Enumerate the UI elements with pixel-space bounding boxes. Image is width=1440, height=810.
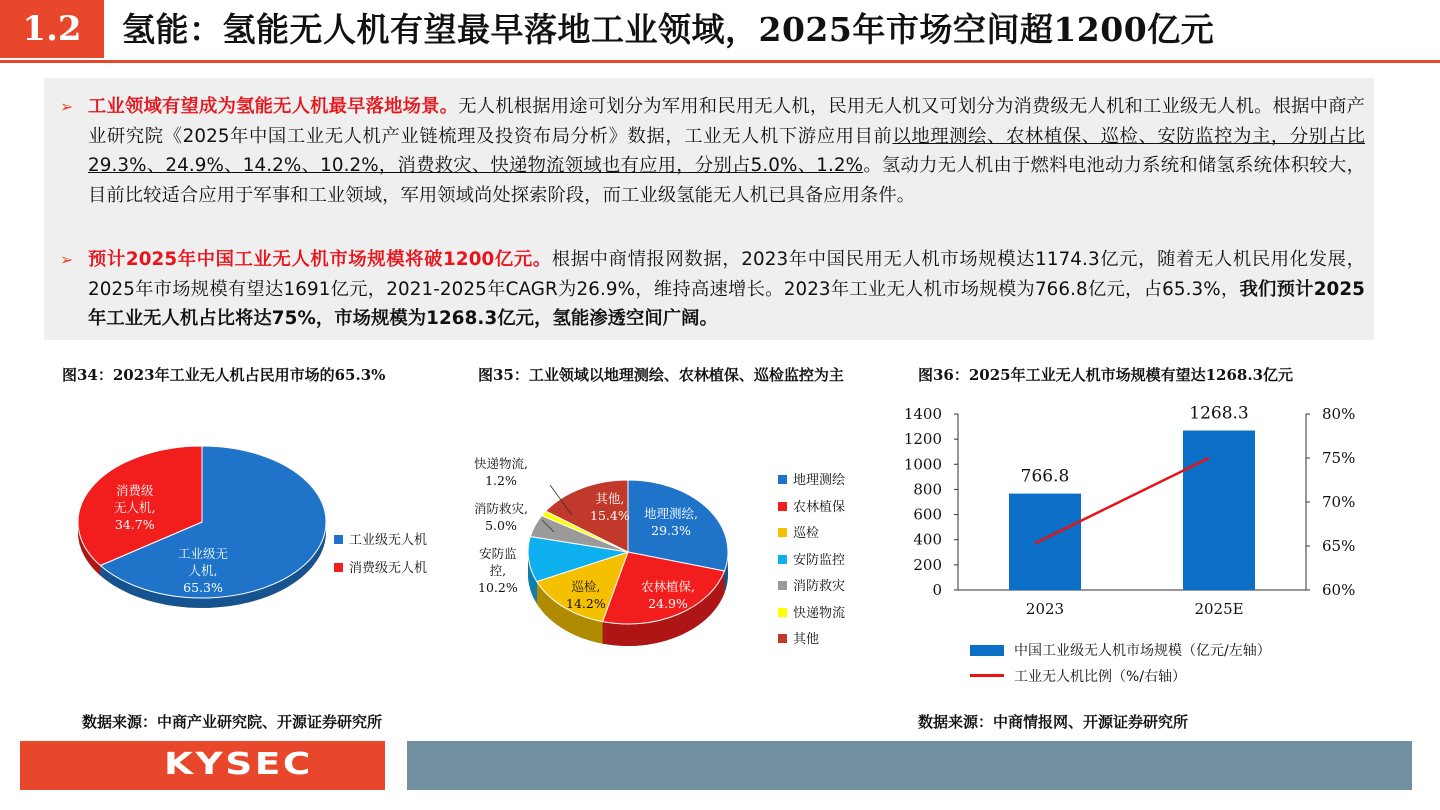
legend-swatch <box>334 563 343 572</box>
legend-item-bar <box>970 642 1271 660</box>
y-right-tick-label: 65% <box>1322 537 1356 555</box>
y-right-tick-label: 60% <box>1322 581 1356 599</box>
legend-item-security <box>778 548 845 575</box>
bullet-2 <box>60 245 1365 334</box>
legend-label: 工业无人机比例（%/右轴） <box>1014 669 1187 685</box>
legend-item-inspect <box>778 521 845 548</box>
legend-item-agri <box>778 495 845 522</box>
legend-label: 工业级无人机 <box>349 533 428 548</box>
legend-item <box>334 560 427 578</box>
legend-label: 巡检 <box>793 526 820 541</box>
y-left-tick-label: 1200 <box>903 430 942 449</box>
bullet-2-conclusion: 我们预计2025年工业无人机占比将达75%，市场规模为1268.3亿元，氢能渗透空间广阔。 <box>88 278 1365 329</box>
legend-item-other <box>778 627 845 654</box>
pie35-label-express: 快递物流, 1.2% <box>474 456 528 488</box>
legend-item-survey <box>778 468 845 495</box>
bar-data-label: 1268.3 <box>1189 403 1249 424</box>
y-left-tick-label: 800 <box>913 480 942 499</box>
footer-bar <box>407 741 1412 790</box>
legend-swatch <box>778 634 787 643</box>
legend-item <box>334 532 427 550</box>
y-right-tick-label: 75% <box>1322 449 1356 467</box>
pie35-label-fire: 消防救灾, 5.0% <box>474 501 528 533</box>
legend-swatch <box>334 535 343 544</box>
fig35-title: 图35：工业领域以地理测绘、农林植保、巡检监控为主 <box>478 366 844 384</box>
source-right: 数据来源：中商情报网、开源证券研究所 <box>918 713 1189 731</box>
legend-swatch <box>778 502 787 511</box>
logo-text: KYSEC <box>164 747 313 782</box>
y-left-tick-label: 600 <box>913 505 942 524</box>
header-divider <box>0 60 1440 63</box>
pie35-label-other: 其他, 15.4% <box>590 491 630 523</box>
arrow-bullet-icon: ➢ <box>60 97 74 116</box>
bullet-1-body: 无人机根据用途可划分为军用和民用无人机，民用无人机又可划分为消费级无人机和工业级无人机。根据中商产业研究院《2025年中国工业无人机产业链梳理及投资布局分析》数据，工业无人机下游应用目前 <box>88 96 1365 147</box>
legend-label: 其他 <box>793 632 820 647</box>
pie-chart-fig35 <box>520 460 740 660</box>
legend-label: 地理测绘 <box>793 473 846 488</box>
y-left-tick-label: 0 <box>932 581 942 599</box>
footer-logo <box>20 741 385 790</box>
legend-swatch <box>778 528 787 537</box>
y-right-tick-label: 80% <box>1322 405 1356 423</box>
page-title: 氢能：氢能无人机有望最早落地工业领域，2025年市场空间超1200亿元 <box>122 10 1215 49</box>
legend-swatch <box>778 581 787 590</box>
y-left-tick-label: 1400 <box>903 405 942 423</box>
bullet-2-text <box>60 245 1365 334</box>
legend-label: 快递物流 <box>793 605 846 621</box>
bullet-1-heading: 工业领域有望成为氢能无人机最早落地场景。 <box>88 96 459 117</box>
legend-fig35 <box>778 468 845 654</box>
section-number: 1.2 <box>0 0 104 58</box>
pie34-label-consumer: 消费级 无人机, 34.7% <box>114 483 156 532</box>
y-left-tick-label: 1000 <box>903 455 942 474</box>
bullet-2-heading: 预计2025年中国工业无人机市场规模将破1200亿元。 <box>88 249 552 270</box>
fig34-title: 图34：2023年工业无人机占民用市场的65.3% <box>62 366 386 384</box>
bar-line-chart-fig36 <box>900 400 1380 630</box>
y-left-tick-label: 400 <box>913 530 942 549</box>
source-left: 数据来源：中商产业研究院、开源证券研究所 <box>82 713 383 731</box>
legend-label: 中国工业级无人机市场规模（亿元/左轴） <box>1014 643 1271 659</box>
legend-item-express <box>778 601 845 628</box>
legend-swatch <box>778 608 787 617</box>
y-right-tick-label: 70% <box>1322 493 1356 511</box>
fig36-title: 图36：2025年工业无人机市场规模有望达1268.3亿元 <box>918 366 1294 384</box>
x-tick-label: 2025E <box>1194 600 1244 618</box>
pie35-label-security: 安防监 控, 10.2% <box>478 546 518 595</box>
legend-label: 农林植保 <box>793 499 846 515</box>
legend-fig34 <box>334 532 427 578</box>
legend-label: 消防救灾 <box>793 579 846 594</box>
bullet-1-text <box>60 92 1365 210</box>
bullet-1-underlined: 以地理测绘、农林植保、巡检、安防监控为主，分别占比29.3%、24.9%、14.2%、10.2%，消费救灾、快递物流领域也有应用，分别占5.0%、1.2% <box>88 125 1365 176</box>
x-tick-label: 2023 <box>1025 600 1065 618</box>
bullet-1-body-end: 。氢动力无人机由于燃料电池动力系统和储氢系统体积较大，目前比较适合应用于军事和工业领域，军用领域尚处探索阶段，而工业级氢能无人机已具备应用条件。 <box>88 155 1365 206</box>
bar-2023 <box>1009 494 1081 590</box>
bar-2025E <box>1183 431 1255 590</box>
legend-swatch <box>778 475 787 484</box>
pie35-label-inspect: 巡检, 14.2% <box>566 579 606 611</box>
legend-swatch <box>970 674 1004 677</box>
pie34-label-industrial: 工业级无 人机, 65.3% <box>178 546 229 595</box>
legend-fig36 <box>970 642 1271 686</box>
arrow-bullet-icon: ➢ <box>60 250 74 269</box>
legend-item-fire <box>778 574 845 601</box>
bullet-2-body: 根据中商情报网数据，2023年中国民用无人机市场规模达1174.3亿元，随着无人机民用化发展，2025年市场规模有望达1691亿元，2021-2025年CAGR为26.9%，维持高速增长。2023年工业无人机市场规模为766.8亿元，占65.3%， <box>88 249 1365 300</box>
legend-label: 安防监控 <box>793 552 846 568</box>
legend-label: 消费级无人机 <box>349 561 428 576</box>
bullet-1 <box>60 92 1365 210</box>
y-left-tick-label: 200 <box>913 555 942 574</box>
bar-data-label: 766.8 <box>1020 466 1070 487</box>
legend-swatch <box>778 555 787 564</box>
pie35-label-survey: 地理测绘, 29.3% <box>644 506 698 538</box>
pie35-label-agri: 农林植保, 24.9% <box>641 579 695 611</box>
legend-swatch <box>970 645 1004 656</box>
legend-item-line <box>970 668 1271 686</box>
